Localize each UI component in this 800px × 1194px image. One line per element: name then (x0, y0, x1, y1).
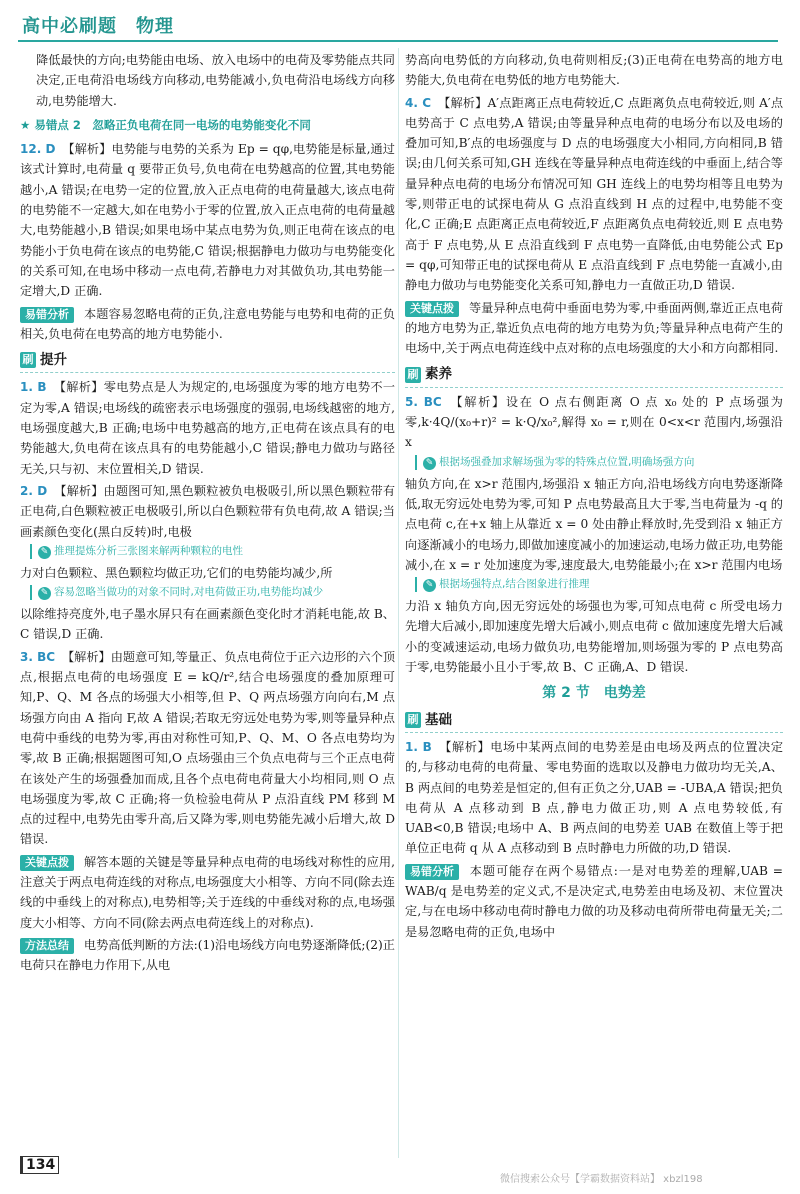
question-2-cont: 力对白色颗粒、黑色颗粒均做正功,它们的电势能均减少,所 (20, 565, 333, 580)
question-text: 【解析】设在 O 点右侧距离 O 点 x₀ 处的 P 点场强为零,k·4Q/(x₀+r)² = k·Q/x₀²,解得 x₀ = r,则在 0<x<r 范围内,场强沿 x (405, 394, 783, 450)
brush-icon: 刷 (20, 352, 36, 368)
question-1 (20, 377, 395, 478)
question-5-cont: 力沿 x 轴负方向,因无穷远处的场强也为零,可知点电荷 c 所受电场力先增大后减小,即加速度先增大后减小,则点电荷 c 做加速度先增大后减小的变减速运动,电场力做负功,电势能增加,则场强为零的 P 点电势高于零,电势能最小且小于零,故 B、C 正确,A、D 错误. (405, 599, 783, 675)
section-suyang (405, 364, 783, 387)
annotation-note (30, 585, 395, 600)
section-label: 提升 (40, 352, 67, 369)
brush-icon: 刷 (405, 367, 421, 383)
tip-text: 本题容易忽略电荷的正负,注意电势能与电势和电荷的正负相关,负电荷在电势高的地方电势能小. (20, 306, 396, 341)
note-text: 根据场强叠加求解场强为零的特殊点位置,明确场强方向 (439, 455, 695, 468)
annotation-note (415, 455, 783, 470)
method-tag: 方法总结 (20, 938, 74, 954)
question-number: 12. D (20, 142, 56, 157)
note-text: 容易忽略当做功的对象不同时,对电荷做正功,电势能均减少 (54, 586, 324, 599)
question-text: 【解析】电势能与电势的关系为 Ep = qφ,电势能是标量,通过该式计算时,电荷量 q 要带正负号,负电荷在电势越高的位置,其电势能越小,A 错误;在电势一定的位置,放入正点电荷的电荷量越大,该点电荷的电势能不一定越大,如在电势小于零的位置,放入正点电荷的电荷量越大,电势能越小,B 错误;如果电场中某点电势为负,则正电荷在该点的电势能小于负电荷在该点的电势能,C 错误;根据静电力做功与电势能变化的关系可知,在电场中移动一点电荷,若静电力对其做负功,其电势能一定增大,D 正确. (20, 142, 395, 299)
left-column (20, 50, 395, 977)
section-tisheng (20, 350, 395, 373)
key-text: 解答本题的关键是等量异种点电荷的电场线对称性的应用,注意关于两点电荷连线的对称点,电场强度大小相等、方向不同(除去连线的中垂线上的对称点),电势相等;关于连线的中垂线对称的点,电场强度大小相等、方向不同(除去两点电荷连线上的对称点). (20, 854, 396, 930)
question-4 (405, 93, 783, 296)
note-text: 推理提炼分析三张图来解两种颗粒的电性 (54, 544, 243, 557)
key-point-3 (20, 852, 395, 933)
book-title: 高中必刷题 物理 (22, 16, 174, 37)
page-number: 134 (20, 1156, 59, 1174)
watermark-text: 微信搜索公众号【学霸数据资料站】 xbzl198 (500, 1174, 703, 1185)
question-2-cont: 以除维持亮度外,电子墨水屏只有在画素颜色变化时才消耗电能,故 B、C 错误,D 正确. (20, 607, 395, 642)
note-icon: ✎ (423, 457, 436, 470)
page-header (18, 10, 778, 42)
annotation-note (415, 577, 783, 592)
section-label: 素养 (425, 366, 452, 383)
chapter-title: 第 2 节 电势差 (542, 685, 646, 702)
tip-text: 本题可能存在两个易错点:一是对电势差的理解,UAB = WAB/q 是电势差的定义式,不是决定式,电势差由电场及初、末位置决定,与在电场中移动电荷时静电力做的功及移动电荷所带电荷量无关;二是易忽略电荷的正负,电场中 (405, 863, 783, 939)
note-text: 根据场强特点,结合图象进行推理 (439, 578, 590, 591)
question-number: 4. C (405, 95, 432, 110)
question-number: 2. D (20, 483, 48, 498)
question-text: 【解析】由题意可知,等量正、负点电荷位于正六边形的六个顶点,根据点电荷的电场强度 E = kQ/r²,结合电场强度的叠加原理可知,P、Q、M 各点的场强大小相等,但 P、Q 两点场强方向向右,M 点场强方向由 A 指向 F,故 A 错误;若取无穷远处电势为零,则等量异种点电荷中垂线的电势为零,再由对称性可知,P、Q、M、O 各点电势均为零,故 B 正确;根据题图可知,O 点场强由三个负点电荷与三个正点电荷在该处产生的场强叠加而成,且各个点电荷电荷量大小均相同,则 O 点电场强度为零,故 C 正确;将一负检验电荷从 P 点沿直线 PM 移到 M 点的过程中,电势先由零升高,后又降为零,则电势能先减小后增大,故 D 错误. (20, 649, 396, 847)
question-5 (405, 392, 783, 453)
note-icon: ✎ (38, 546, 51, 559)
question-number: 3. BC (20, 649, 56, 664)
question-text: 【解析】A′点距离正点电荷较近,C 点距离负点电荷较近,则 A′点电势高于 C 点电势,A 错误;由等量异种点电荷的电场分布以及电场的叠加可知,B′点的电场强度与 D 点的电场强度大小相同,方向相同,B 错误;由几何关系可知,GH 连线在等量异种点电荷连线的中垂面上,结合等量异种点电荷的电场分布情况可知 GH 连线上的电势均相等且电势为零,则带正电的试探电荷从 G 点沿直线到 H 点的过程中,电势能不变化,C 正确;E 点距离正点电荷较近,F 点距离负点电荷较近,则 E 点电势高于 F 点电势,从 E 点沿直线到 F 点电势一直降低,由电势能公式 Ep = qφ,可知带正电的试探电荷从 E 点沿直线到 F 点电势能一直减小,由静电力做功与电势能变化关系可知,静电力一直做正功,D 错误. (405, 95, 784, 293)
question-12 (20, 139, 395, 301)
key-point-4 (405, 298, 783, 359)
question-text: 【解析】零电势点是人为规定的,电场强度为零的地方电势不一定为零,A 错误;电场线的疏密表示电场强度的强弱,电场线越密的地方,电场强度越大,B 正确;电场中电势越高的地方,正电荷在该点具有的电势能越大,负电荷在该点具有的电势能越小,C 错误;静电力做功与路径无关,只与初、末位置相关,D 错误. (20, 380, 396, 476)
question-3 (20, 647, 395, 850)
question-1b (405, 737, 783, 859)
section-jichu (405, 710, 783, 733)
question-text: 【解析】由题图可知,黑色颗粒被负电极吸引,所以黑色颗粒带有正电荷,白色颗粒被正电极吸引,所以白色颗粒带有负电荷,故 A 错误;当画素颜色变化(黑白反转)时,电极 (20, 483, 396, 539)
tip-tag: 易错分析 (405, 864, 459, 880)
key-tag: 关键点拨 (20, 855, 74, 871)
question-number: 5. BC (405, 394, 442, 409)
left-intro: 降低最快的方向;电势能由电场、放入电场中的电荷及零势能点共同决定,正电荷沿电场线方向移动,电势能减小,负电荷沿电场线方向移动,电势能增大. (36, 53, 395, 108)
method-text: 电势高低判断的方法:(1)沿电场线方向电势逐渐降低;(2)正电荷只在静电力作用下,从电 (20, 937, 395, 973)
key-text: 等量异种点电荷中垂面电势为零,中垂面两侧,靠近正点电荷的地方电势为正,靠近负点电荷的地方电势为负;等量异种点电荷产生的电场中,关于两点电荷连线中点对称的点电场强度的大小和方向都相同. (405, 300, 783, 356)
tip-1b (405, 861, 783, 942)
question-text: 【解析】电场中某两点间的电势差是由电场及两点的位置决定的,与移动电荷的电荷量、零电势面的选取以及静电力做功均无关,A、B 两点间的电势差是恒定的,但有正负之分,UAB = -UBA,A 错误;把负电荷从 A 点移动到 B 点,静电力做正功,则 A 点电势较低,有 UAB<0,B 错误;电场中 A、B 两点间的电势差 UAB 在数值上等于把单位正电荷 q 从 A 点移动到 B 点时静电力所做的功,D 错误. (405, 739, 784, 856)
right-column (405, 50, 783, 944)
note-icon: ✎ (423, 579, 436, 592)
question-2 (20, 481, 395, 542)
question-number: 1. B (20, 380, 47, 395)
right-intro: 势高向电势低的方向移动,负电荷则相反;(3)正电荷在电势高的地方电势能大,负电荷在电势低的地方电势能大. (405, 53, 783, 88)
question-5-cont: 轴负方向,在 x>r 范围内,场强沿 x 轴正方向,沿电场线方向电势逐渐降低,取无穷远处电势为零,可知 P 点电势最高且大于零,当电荷量为 -q 的点电荷 c,在+x 轴上从靠近 x = 0 处由静止释放时,先受到沿 x 轴正方向逐渐减小的电场力,即做加速度减小的加速运动,电场力做正功,电势能减小,在 x = r 处加速度为零,速度最大,电势能最小;在 x>r 范围内电场 (405, 476, 783, 572)
column-divider (398, 48, 399, 1158)
tip-12 (20, 304, 395, 345)
mistake-point-2: ★ 易错点 2 忽略正负电荷在同一电场的电势能变化不同 (20, 117, 311, 132)
brush-icon: 刷 (405, 712, 421, 728)
question-number: 1. B (405, 739, 432, 754)
note-icon: ✎ (38, 587, 51, 600)
method-summary (20, 935, 395, 976)
section-label: 基础 (425, 711, 452, 728)
tip-tag: 易错分析 (20, 307, 74, 323)
key-tag: 关键点拨 (405, 301, 459, 317)
annotation-note (30, 544, 395, 559)
